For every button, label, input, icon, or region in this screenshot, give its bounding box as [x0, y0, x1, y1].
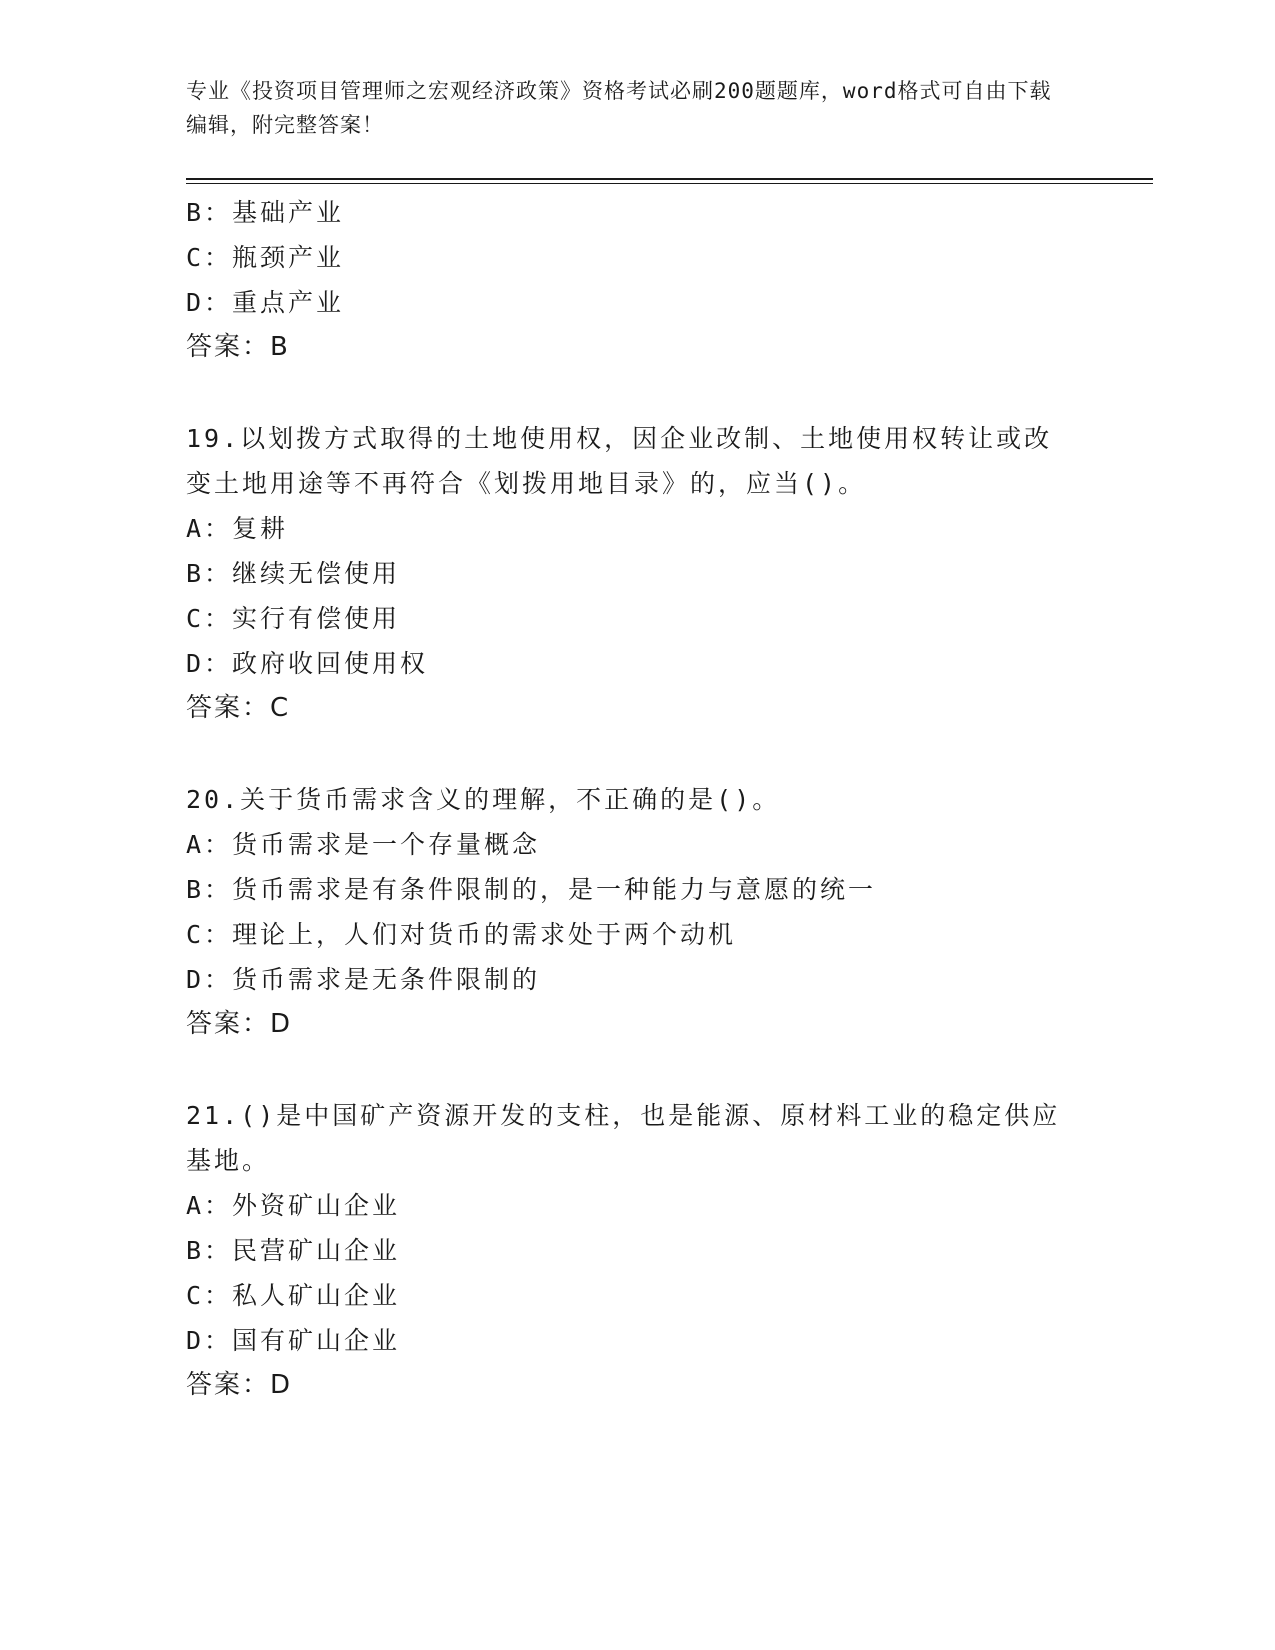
option-a: A：复耕	[186, 514, 289, 543]
question-stem: 19.以划拨方式取得的土地使用权，因企业改制、土地使用权转让或改变土地用途等不再符合《划拨用地目录》的，应当()。	[186, 424, 1053, 498]
answer-line: 答案：C	[186, 693, 291, 723]
option-a: A：货币需求是一个存量概念	[186, 830, 541, 859]
question-21	[186, 1093, 1086, 1408]
option-b: B：基础产业	[186, 198, 345, 227]
answer-line: 答案：D	[186, 1009, 293, 1039]
option-b: B：民营矿山企业	[186, 1236, 401, 1265]
option-c: C：实行有偿使用	[186, 604, 401, 633]
spacer	[186, 1047, 1086, 1093]
spacer	[186, 731, 1086, 777]
answer-line: 答案：D	[186, 1370, 293, 1400]
option-c: C：瓶颈产业	[186, 243, 345, 272]
spacer	[186, 370, 1086, 416]
question-fragment	[186, 190, 1086, 370]
option-a: A：外资矿山企业	[186, 1191, 401, 1220]
option-d: D：货币需求是无条件限制的	[186, 965, 541, 994]
option-c: C：私人矿山企业	[186, 1281, 401, 1310]
header-divider-thick	[186, 178, 1153, 180]
option-b: B：继续无偿使用	[186, 559, 401, 588]
option-c: C：理论上，人们对货币的需求处于两个动机	[186, 920, 737, 949]
question-20	[186, 777, 1086, 1047]
question-stem: 21.()是中国矿产资源开发的支柱，也是能源、原材料工业的稳定供应基地。	[186, 1101, 1061, 1175]
question-stem: 20.关于货币需求含义的理解，不正确的是()。	[186, 785, 781, 814]
option-b: B：货币需求是有条件限制的，是一种能力与意愿的统一	[186, 875, 877, 904]
answer-line: 答案：B	[186, 332, 290, 362]
option-d: D：政府收回使用权	[186, 649, 429, 678]
header-divider-thin	[186, 183, 1153, 184]
option-d: D：国有矿山企业	[186, 1326, 401, 1355]
option-d: D：重点产业	[186, 288, 345, 317]
document-header: 专业《投资项目管理师之宏观经济政策》资格考试必刷200题题库，word格式可自由下载编辑，附完整答案！	[186, 79, 1052, 137]
question-19	[186, 416, 1086, 731]
question-content	[186, 190, 1086, 1408]
